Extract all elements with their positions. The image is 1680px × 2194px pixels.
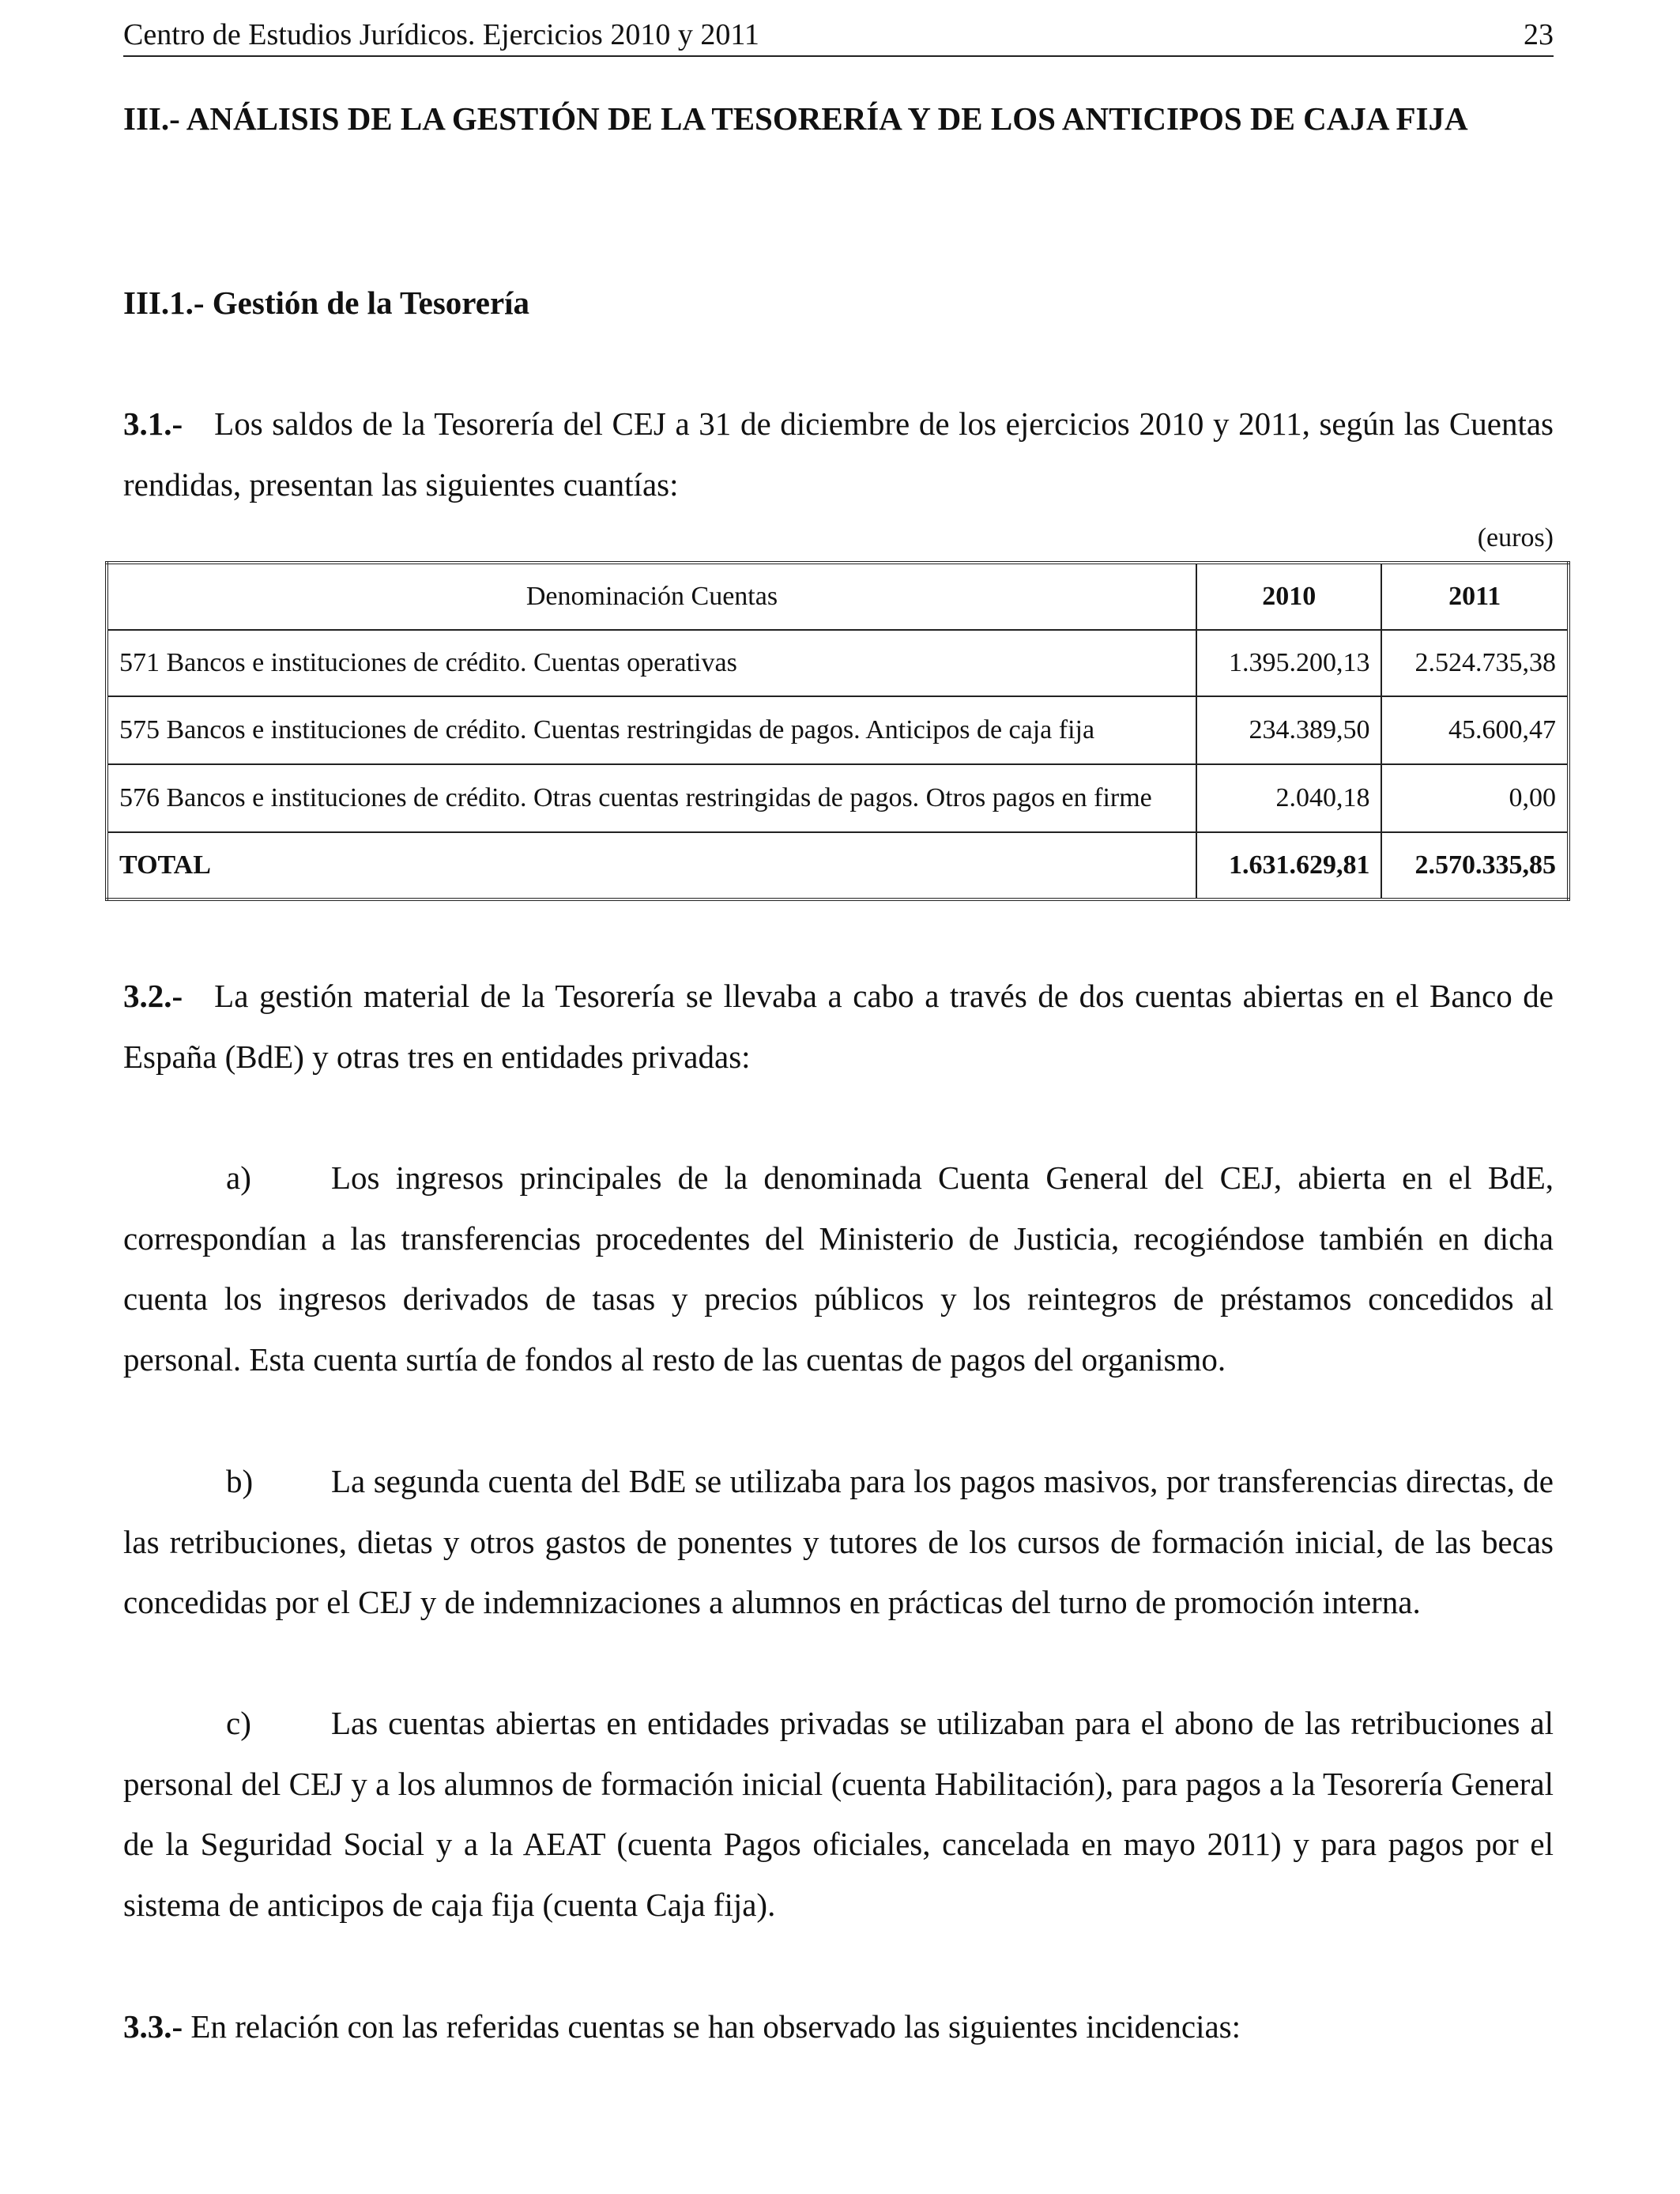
header-cell-2011: 2011 xyxy=(1381,563,1569,630)
list-item-b xyxy=(123,1451,1554,1633)
paragraph-3-3-label: 3.3.- xyxy=(123,2008,183,2045)
header-title: Centro de Estudios Jurídicos. Ejercicios 2010 y 2011 xyxy=(123,18,759,51)
paragraph-3-3-text: En relación con las referidas cuentas se han observado las siguientes incidencias: xyxy=(190,2008,1241,2045)
list-marker-b: b) xyxy=(226,1463,254,1499)
running-header xyxy=(123,14,1554,57)
paragraph-3-3 xyxy=(123,1996,1554,2057)
value-2010-cell: 1.395.200,13 xyxy=(1196,630,1382,696)
list-item-c-text: Las cuentas abiertas en entidades privadas se utilizaban para el abono de las retribuciones al personal del CEJ y a los alumnos de formación inicial (cuenta Habilitación), para pagos a la Tesorería General de la Seguridad Social y a la AEAT (cuenta Pagos oficiales, cancelada en mayo 2011) y para pagos por el sistema de anticipos de caja fija (cuenta Caja fija). xyxy=(123,1705,1554,1923)
subsection-title: III.1.- Gestión de la Tesorería xyxy=(123,285,530,321)
paragraph-3-2-label: 3.2.- xyxy=(123,978,183,1014)
total-label-cell: TOTAL xyxy=(107,832,1196,899)
list-marker-c: c) xyxy=(226,1705,251,1741)
table-unit: (euros) xyxy=(1477,523,1554,552)
paragraph-3-2-text: La gestión material de la Tesorería se llevaba a cabo a través de dos cuentas abiertas en el Banco de España (BdE) y otras tres en entidades privadas: xyxy=(123,978,1554,1075)
account-name-cell: 571 Bancos e instituciones de crédito. Cuentas operativas xyxy=(107,630,1196,696)
list-item-b-text: La segunda cuenta del BdE se utilizaba para los pagos masivos, por transferencias directas, de las retribuciones, dietas y otros gastos de ponentes y tutores de los cursos de formación inicial, de las becas concedidas por el CEJ y de indemnizaciones a alumnos en prácticas del turno de promoción interna. xyxy=(123,1463,1554,1620)
paragraph-3-2 xyxy=(123,966,1554,1087)
table-header-row xyxy=(107,563,1569,630)
value-2011-cell: 45.600,47 xyxy=(1381,696,1569,764)
table-row xyxy=(107,764,1569,832)
value-2010-cell: 2.040,18 xyxy=(1196,764,1382,832)
paragraph-3-1-text: Los saldos de la Tesorería del CEJ a 31 de diciembre de los ejercicios 2010 y 2011, según las Cuentas rendidas, presentan las siguientes cuantías: xyxy=(123,405,1554,503)
value-2011-cell: 2.524.735,38 xyxy=(1381,630,1569,696)
treasury-balances-table xyxy=(105,561,1570,901)
list-marker-a: a) xyxy=(226,1159,251,1196)
header-cell-denominacion: Denominación Cuentas xyxy=(107,563,1196,630)
list-item-a xyxy=(123,1148,1554,1389)
list-item-c xyxy=(123,1693,1554,1935)
list-item-a-text: Los ingresos principales de la denominada Cuenta General del CEJ, abierta en el BdE, correspondían a las transferencias procedentes del Ministerio de Justicia, recogiéndose también en dicha cuenta los ingresos derivados de tasas y precios públicos y los reintegros de préstamos concedidos al personal. Esta cuenta surtía de fondos al resto de las cuentas de pagos del organismo. xyxy=(123,1159,1554,1378)
value-2010-cell: 234.389,50 xyxy=(1196,696,1382,764)
table-total-row xyxy=(107,832,1569,899)
page-number: 23 xyxy=(1524,18,1554,51)
account-name-cell: 576 Bancos e instituciones de crédito. Otras cuentas restringidas de pagos. Otros pagos en firme xyxy=(107,764,1196,832)
paragraph-3-1 xyxy=(123,394,1554,515)
table-row xyxy=(107,630,1569,696)
total-2010-cell: 1.631.629,81 xyxy=(1196,832,1382,899)
paragraph-3-1-label: 3.1.- xyxy=(123,405,183,442)
table-row xyxy=(107,696,1569,764)
total-2011-cell: 2.570.335,85 xyxy=(1381,832,1569,899)
header-cell-2010: 2010 xyxy=(1196,563,1382,630)
value-2011-cell: 0,00 xyxy=(1381,764,1569,832)
account-name-cell: 575 Bancos e instituciones de crédito. Cuentas restringidas de pagos. Anticipos de caja fija xyxy=(107,696,1196,764)
section-title: III.- ANÁLISIS DE LA GESTIÓN DE LA TESORERÍA Y DE LOS ANTICIPOS DE CAJA FIJA xyxy=(123,100,1468,137)
